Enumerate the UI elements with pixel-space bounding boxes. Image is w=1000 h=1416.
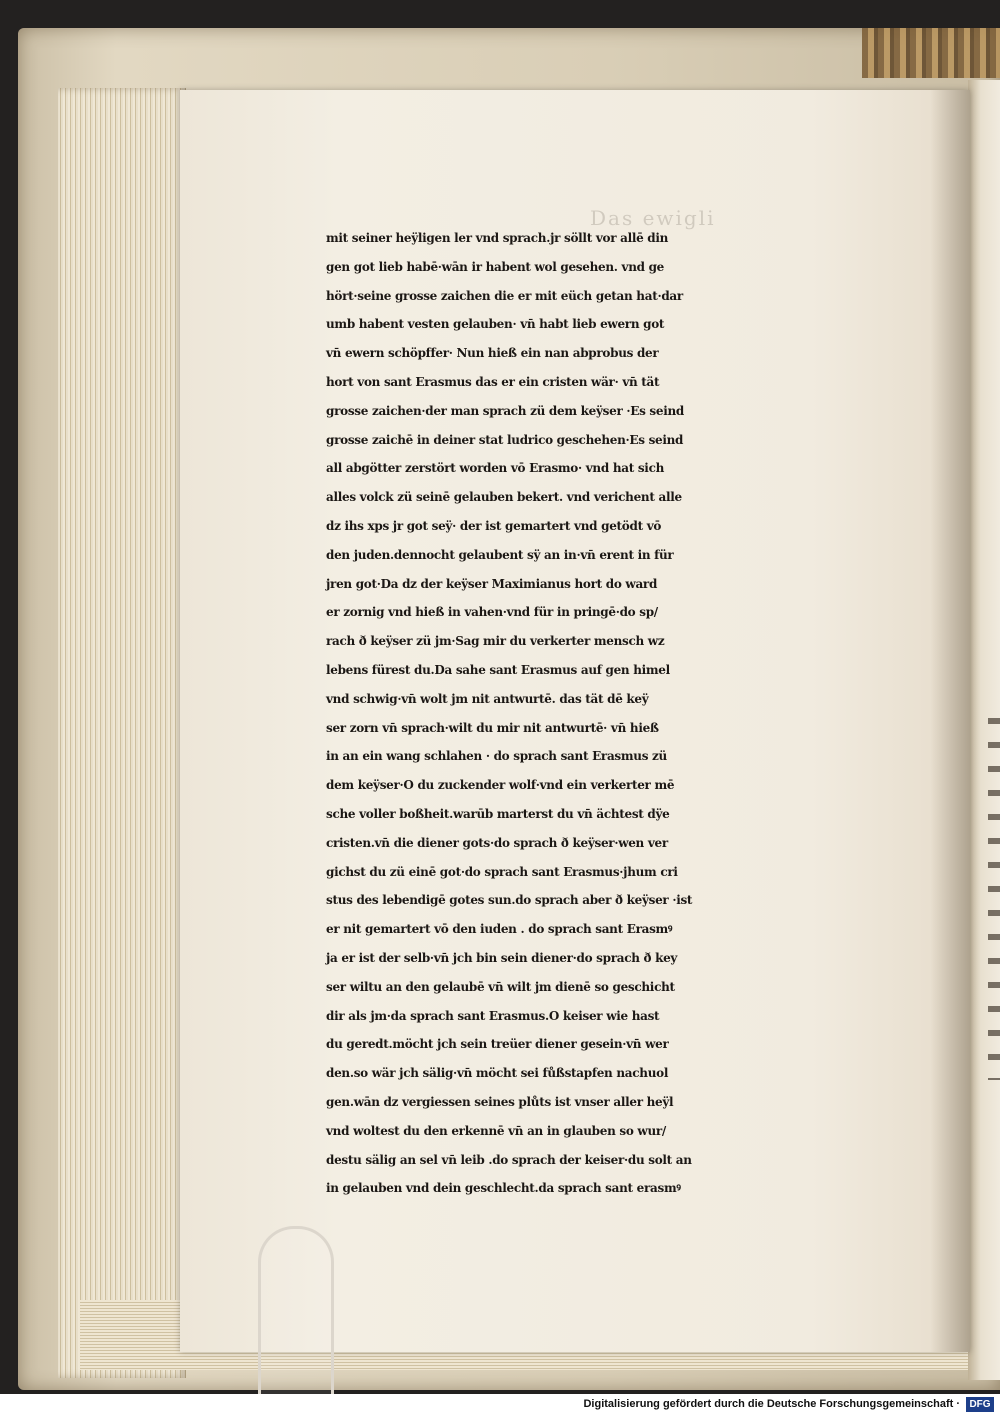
- funding-notice: Digitalisierung gefördert durch die Deutsche Forschungsgemeinschaft ·: [583, 1398, 960, 1410]
- text-line: jren got·Da dz der keÿser Maximianus hort do ward: [326, 576, 658, 591]
- text-line: mit seiner heÿligen ler vnd sprach.jr söllt vor allē din: [326, 231, 669, 245]
- text-line: ja er ist der selb·vn̄ jch bin sein diener·do sprach ð key: [326, 950, 678, 965]
- text-line: grosse zaichē in deiner stat ludrico geschehen·Es seind: [326, 432, 684, 447]
- text-line: den juden.dennocht gelaubent sÿ an in·vn̄ erent in für: [326, 547, 674, 562]
- page-text-block: [326, 224, 938, 1203]
- page-edges-left: [58, 88, 186, 1378]
- text-line: cristen.vn̄ die diener gots·do sprach ð keÿser·wen ver: [326, 835, 668, 850]
- text-line: alles volck zü seinē gelauben bekert. vnd verichent alle: [326, 490, 682, 505]
- text-line: du geredt.möcht jch sein treüer diener gesein·vn̄ wer: [326, 1037, 669, 1052]
- text-line: grosse zaichen·der man sprach zü dem keÿser ·Es seind: [326, 403, 684, 418]
- text-line: vnd schwig·vn̄ wolt jm nit antwurtē. das tät dē keÿ: [326, 691, 649, 706]
- facing-page-text-fragment: [988, 700, 1000, 1080]
- text-line: hört·seine grosse zaichen die er mit eüch getan hat·dar: [326, 288, 683, 303]
- text-line: gen got lieb habē·wān ir habent wol gesehen. vnd ge: [326, 259, 665, 274]
- dfg-logo: DFG: [966, 1397, 994, 1412]
- show-through-text: Das ewigli: [590, 206, 716, 230]
- page-holder-clip: [258, 1226, 334, 1416]
- text-line: lebens fürest du.Da sahe sant Erasmus auf gen himel: [326, 662, 670, 677]
- text-line: rach ð keÿser zü jm·Sag mir du verkerter mensch wz: [326, 634, 665, 649]
- text-line: dir als jm·da sprach sant Erasmus.O keiser wie hast: [326, 1008, 660, 1023]
- text-line: dz ihs xps jr got seÿ· der ist gemartert vnd getödt vō: [326, 518, 662, 533]
- footer-bar: [0, 1394, 1000, 1416]
- text-line: in an ein wang schlahen · do sprach sant Erasmus zü: [326, 749, 667, 764]
- text-line: destu sälig an sel vn̄ leib .do sprach der keiser·du solt an: [326, 1152, 692, 1167]
- text-line: vn̄ ewern schöpffer· Nun hieß ein nan abprobus der: [326, 346, 659, 361]
- text-line: dem keÿser·O du zuckender wolf·vnd ein verkerter mē: [326, 778, 675, 793]
- text-line: er nit gemartert vō den iuden . do sprach sant Erasmꝰ: [326, 922, 673, 937]
- binding-decoration: [862, 28, 1000, 78]
- text-line: stus des lebendigē gotes sun.do sprach aber ð keÿser ·ist: [326, 893, 693, 908]
- text-line: ser wiltu an den gelaubē vn̄ wilt jm dienē so geschicht: [326, 979, 675, 994]
- text-line: ser zorn vn̄ sprach·wilt du mir nit antwurtē· vn̄ hieß: [326, 720, 659, 735]
- text-line: hort von sant Erasmus das er ein cristen wär· vn̄ tät: [326, 374, 660, 389]
- text-line: sche voller boßheit.warūb marterst du vn̄ ächtest dÿe: [326, 806, 670, 821]
- text-line: in gelauben vnd dein geschlecht.da sprach sant erasmꝰ: [326, 1181, 681, 1196]
- text-line: vnd woltest du den erkennē vn̄ an in glauben so wur/: [326, 1123, 666, 1138]
- text-line: gen.wān dz vergiessen seines plůts ist vnser aller heÿl: [326, 1094, 674, 1109]
- text-line: umb habent vesten gelauben· vn̄ habt lieb ewern got: [326, 317, 665, 332]
- text-line: den.so wär jch sälig·vn̄ möcht sei fůßstapfen nachuol: [326, 1066, 669, 1081]
- text-line: er zornig vnd hieß in vahen·vnd für in pringē·do sp/: [326, 605, 658, 620]
- text-line: gichst du zü einē got·do sprach sant Erasmus·jhum cri: [326, 864, 678, 879]
- text-line: all abgötter zerstört worden vō Erasmo· vnd hat sich: [326, 461, 664, 476]
